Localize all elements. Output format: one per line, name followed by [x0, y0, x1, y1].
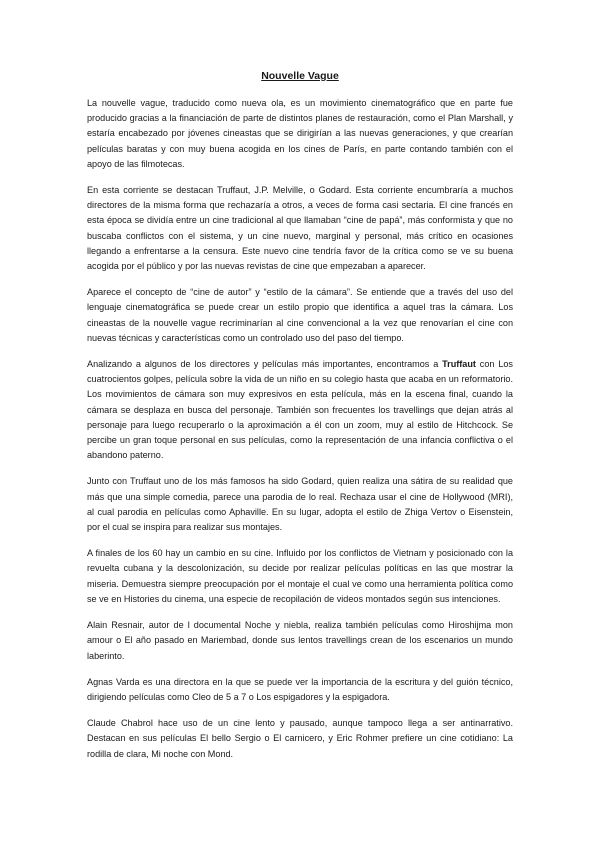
text-run: A finales de los 60 hay un cambio en su cine. Influido por los conflictos de Vietnam y posicionado con la revuelta cubana y la descolonización, su decide por realizar películas políticas en las que mostrar la miseria. Demuestra siempre preocupación por el montaje el cual ve como una herramienta política como se ve en Histories du cinema, una especie de recopilación de videos montados según sus intenciones.	[87, 548, 513, 604]
document-title: Nouvelle Vague	[261, 70, 339, 82]
text-run: En esta corriente se destacan Truffaut, J.P. Melville, o Godard. Esta corriente encumbraría a muchos directores de la misma forma que rechazaría a otros, a veces de forma casi sectaria. El cine francés en esta época se dividía entre un cine tradicional al que llamaban “cine de papá”, más conformista y que no buscaba conflictos con el sistema, y un cine nuevo, marginal y personal, más crítico en ocasiones llegando a enfrentarse a la censura. Este nuevo cine tendría favor de la crítica como se ve su buena acogida por el público y por las nuevas revistas de cine que empezaban a aparecer.	[87, 185, 513, 272]
paragraph	[87, 285, 513, 346]
bold-text: Truffaut	[442, 359, 476, 370]
paragraph	[87, 546, 513, 607]
text-run: Junto con Truffaut uno de los más famosos ha sido Godard, quien realiza una sátira de su realidad que más que una simple comedia, parece una parodia de lo real. Rechaza usar el cine de Hollywood (MRI), al cual parodia en películas como Aphaville. En su lugar, adopta el estilo de Zhiga Vertov o Eisenstein, por el cual se inspira para realizar sus montajes.	[87, 476, 513, 533]
paragraph	[87, 716, 513, 762]
text-run: con Los cuatrocientos golpes, película sobre la vida de un niño en su colegio hasta que acaba en un reformatorio. Los movimientos de cámara son muy expresivos en esta película, más en la escena final, cuando la cámara se desplaza en busca del personaje. También son frecuentes los travellings que dejan atrás al personaje para luego recuperarlo o la aproximación a él con un zoom, muy al estilo de Hitchcock. Se percibe un gran toque personal en sus películas, como la representación de una infancia conflictiva o el abandono paterno.	[87, 359, 513, 461]
paragraph	[87, 357, 513, 463]
paragraph	[87, 618, 513, 664]
text-run: Agnas Varda es una directora en la que se puede ver la importancia de la escritura y del guión técnico, dirigiendo películas como Cleo de 5 a 7 o Los espigadores y la espigadora.	[87, 676, 513, 702]
paragraph	[87, 675, 513, 705]
text-run: Claude Chabrol hace uso de un cine lento y pausado, aunque tampoco llega a ser antinarrativo. Destacan en sus películas El bello Sergio o El carnicero, y Eric Rohmer prefiere un cine cotidiano: La rodilla de clara, Mi noche con Mond.	[87, 718, 513, 759]
text-run: Aparece el concepto de “cine de autor” y “estilo de la cámara”. Se entiende que a través del uso del lenguaje cinematográfica se puede crear un estilo propio que identifica a aquel tras la cámara. Los cineastas de la nouvelle vague recriminarían al cine convencional a la vez que renovarían el cine con nuevas técnicas y características como un controlado uso del paso del tiempo.	[87, 287, 513, 343]
paragraph	[87, 96, 513, 172]
paragraph	[87, 183, 513, 274]
document-body	[87, 96, 513, 762]
text-run: Alain Resnair, autor de l documental Noche y niebla, realiza también películas como Hiroshijma mon amour o El año pasado en Mariembad, donde sus lentos travellings crean de los escenarios un mundo laberinto.	[87, 620, 513, 661]
text-run: Analizando a algunos de los directores y películas más importantes, encontramos a	[87, 359, 443, 370]
text-run: La nouvelle vague, traducido como nueva ola, es un movimiento cinematográfico que en parte fue producido gracias a la financiación de parte de distintos planes de restauración, como el Plan Marshall, y estaría encabezado por jóvenes cineastas que se dirigirían a las nuevas generaciones, y que crearían películas baratas y con muy buena acogida en los cines de París, en parte contando también con el apoyo de las filmotecas.	[87, 98, 513, 169]
paragraph	[87, 474, 513, 535]
